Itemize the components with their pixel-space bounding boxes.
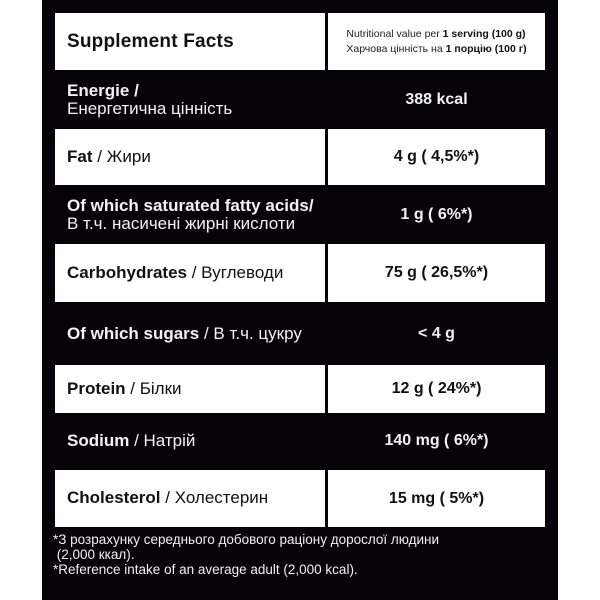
nutrient-value-cell bbox=[328, 129, 545, 185]
nutrient-value: 4 g ( 4,5%*) bbox=[393, 148, 480, 165]
title-cell bbox=[55, 13, 325, 70]
nutrient-row-sugars bbox=[55, 304, 545, 364]
nutrient-label: Carbohydrates / Вуглеводи bbox=[67, 262, 284, 282]
nutrient-value: 1 g ( 6%*) bbox=[400, 206, 473, 223]
serving-cell bbox=[328, 13, 545, 70]
nutrient-value-cell bbox=[328, 365, 545, 413]
nutrient-value-cell bbox=[328, 187, 545, 243]
nutrient-value-cell bbox=[328, 244, 545, 302]
footnote-uk-line2: (2,000 ккал). bbox=[53, 547, 135, 562]
nutrient-label: Energie / Енергетична цінність bbox=[67, 81, 233, 118]
nutrient-value: 388 kcal bbox=[405, 91, 468, 108]
nutrient-label: Cholesterol / Холестерин bbox=[67, 488, 269, 508]
nutrient-row-sodium bbox=[55, 413, 545, 469]
nutrient-label-cell bbox=[55, 470, 325, 527]
nutrient-value-cell bbox=[328, 470, 545, 527]
nutrient-label-cell bbox=[55, 304, 325, 364]
nutrient-label-cell bbox=[55, 129, 325, 185]
nutrient-label: Sodium / Натрій bbox=[67, 430, 196, 450]
nutrient-label-cell bbox=[55, 413, 325, 469]
nutrient-label: Of which sugars / В т.ч. цукру bbox=[67, 323, 302, 343]
nutrient-label-cell bbox=[55, 187, 325, 243]
nutrient-label-cell bbox=[55, 72, 325, 128]
nutrient-value-cell bbox=[328, 413, 545, 469]
serving-info bbox=[346, 27, 526, 57]
serving-uk: Харчова цінність на 1 порцію (100 г) bbox=[346, 42, 527, 55]
nutrient-value: 140 mg ( 6%*) bbox=[384, 432, 489, 449]
nutrient-label: Protein / Білки bbox=[67, 378, 182, 398]
nutrient-row-saturated-fat bbox=[55, 187, 545, 243]
nutrient-label-cell bbox=[55, 365, 325, 413]
nutrient-label: Fat / Жири bbox=[67, 146, 151, 166]
nutrient-value: 75 g ( 26,5%*) bbox=[384, 264, 489, 281]
nutrient-value-cell bbox=[328, 72, 545, 128]
nutrient-row-carbohydrates bbox=[55, 244, 545, 302]
nutrient-row-energy bbox=[55, 72, 545, 128]
footnotes bbox=[53, 532, 553, 577]
nutrient-row-fat bbox=[55, 129, 545, 185]
nutrient-label-cell bbox=[55, 244, 325, 302]
nutrient-label: Of which saturated fatty acids/ В т.ч. насичені жирні кислоти bbox=[67, 196, 314, 233]
footnote-en: *Reference intake of an average adult (2,000 kcal). bbox=[53, 562, 358, 577]
nutrient-row-protein bbox=[55, 365, 545, 413]
nutrient-value: 12 g ( 24%*) bbox=[391, 380, 482, 397]
serving-en: Nutritional value per 1 serving (100 g) bbox=[346, 27, 526, 40]
footnote-uk-line1: *З розрахунку середнього добового раціону дорослої людини bbox=[53, 532, 440, 547]
nutrient-value: < 4 g bbox=[418, 325, 455, 342]
nutrient-row-cholesterol bbox=[55, 470, 545, 527]
nutrient-value-cell bbox=[328, 304, 545, 364]
nutrient-value: 15 mg ( 5%*) bbox=[388, 489, 485, 507]
header-row bbox=[55, 13, 545, 70]
page-title: Supplement Facts bbox=[67, 30, 234, 52]
